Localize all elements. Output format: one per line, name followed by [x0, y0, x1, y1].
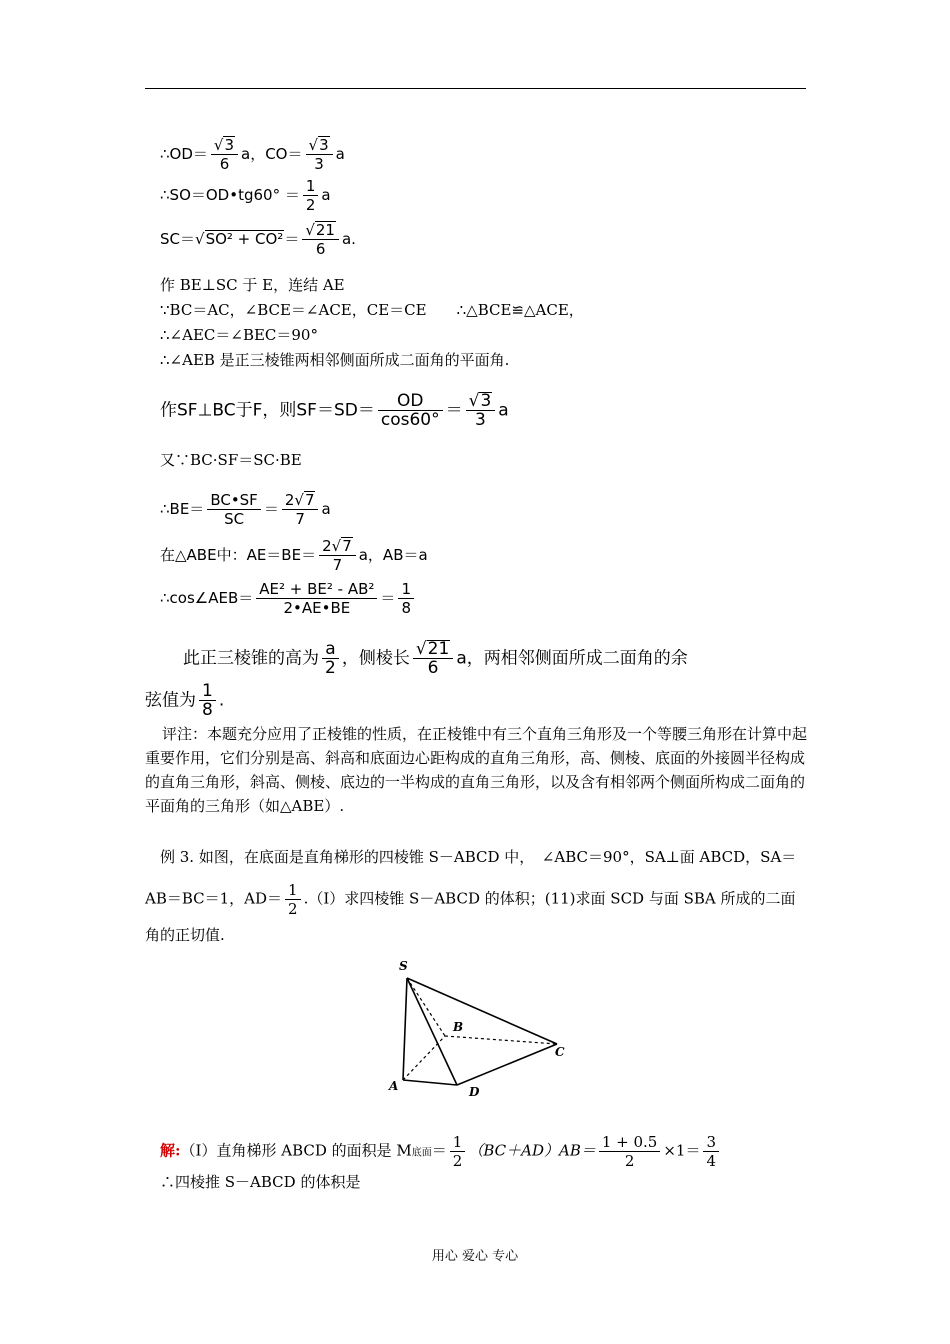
eq-ae-be: 在△ABE中：AE＝BE＝ $\frac{2√7}{7}$ a，AB＝a: [160, 537, 428, 574]
page-footer: 用心 爱心 专心: [431, 1249, 519, 1264]
solution-line1: 解:（I）直角梯形 ABCD 的面积是 M底面＝ $\frac{1}{2}$ （BC＋AD）AB＝ $\frac{1 + 0.5}{2}$ ×1＝ $\frac{3}{4}$: [160, 1133, 722, 1170]
label-d: D: [469, 1085, 480, 1099]
text-angle-90: ∴∠AEC＝∠BEC＝90°: [160, 326, 318, 344]
eq-od-co: ∴OD＝ $\frac{√3}{6}$ a，CO＝ $\frac{√3}{3}$ a: [160, 136, 345, 173]
conclusion-line1: 此正三棱锥的高为 $\frac{a}{2}$ ，侧棱长 $\frac{√21}{6}$ a，两相邻侧面所成二面角的余: [183, 639, 688, 678]
label-b: B: [453, 1020, 464, 1034]
text-bc-sf: 又∵BC·SF＝SC·BE: [160, 451, 302, 469]
edge-ab-hidden: [403, 1036, 445, 1080]
edge-sa: [403, 978, 407, 1080]
example-3-line1: 例 3. 如图，在底面是直角梯形的四棱锥 S－ABCD 中， ∠ABC＝90°，SA⊥面 ABCD，SA＝: [160, 848, 797, 866]
example-3-line2: AB＝BC＝1，AD＝ $\frac{1}{2}$ .（I）求四棱锥 S－ABCD 的体积；(11)求面 SCD 与面 SBA 所成的二面: [145, 881, 796, 918]
solution-label: 解:: [160, 1141, 181, 1160]
label-s: S: [399, 959, 408, 973]
pyramid-figure: [385, 950, 585, 1100]
conclusion-line2: 弦值为 $\frac{1}{8}$ .: [145, 681, 225, 720]
eq-so: ∴SO＝OD•tg60° ＝ $\frac{1}{2}$ a: [160, 177, 331, 214]
text-aeb-plane-angle: ∴∠AEB 是正三棱锥两相邻侧面所成二面角的平面角.: [160, 351, 510, 369]
label-a: A: [389, 1079, 399, 1093]
text-congruent: ∵BC＝AC，∠BCE＝∠ACE，CE＝CE ∴△BCE≌△ACE，: [160, 301, 584, 319]
edge-ad: [403, 1080, 457, 1085]
label-c: C: [555, 1045, 565, 1059]
edge-sd: [407, 978, 457, 1085]
header-rule: [145, 88, 806, 89]
eq-sc: SC＝√SO² + CO²＝ $\frac{√21}{6}$ a.: [160, 221, 356, 258]
text-be-perp: 作 BE⊥SC 于 E，连结 AE: [160, 276, 345, 294]
comment-paragraph: 评注：本题充分应用了正棱锥的性质，在正棱锥中有三个直角三角形及一个等腰三角形在计算中起重要作用，它们分别是高、斜高和底面边心距构成的直角三角形，高、侧棱、底面的外接圆半径构成的直角三角形，斜高、侧棱、底边的一半构成的直角三角形，以及含有相邻两个侧面所构成二面角的平面角的三角形（如△ABE）.: [145, 725, 808, 815]
edge-sc: [407, 978, 557, 1044]
eq-sf: 作SF⊥BC于F，则SF＝SD＝ $\frac{OD}{\cos 60^\circ}$ ＝ $\frac{√3}{3}$ a: [160, 391, 509, 430]
eq-be: ∴BE＝ $\frac{BC•SF}{SC}$ ＝ $\frac{2√7}{7}$ a: [160, 491, 331, 528]
edge-dc: [457, 1044, 557, 1085]
example-3-line3: 角的正切值.: [145, 926, 225, 944]
solution-line2: ∴四棱推 S－ABCD 的体积是: [160, 1173, 361, 1191]
eq-cos-aeb: ∴cos∠AEB＝ $\frac{\text{AE² + BE² - AB²}}{2•AE•BE}$ ＝ $\frac{1}{8}$: [160, 580, 417, 617]
